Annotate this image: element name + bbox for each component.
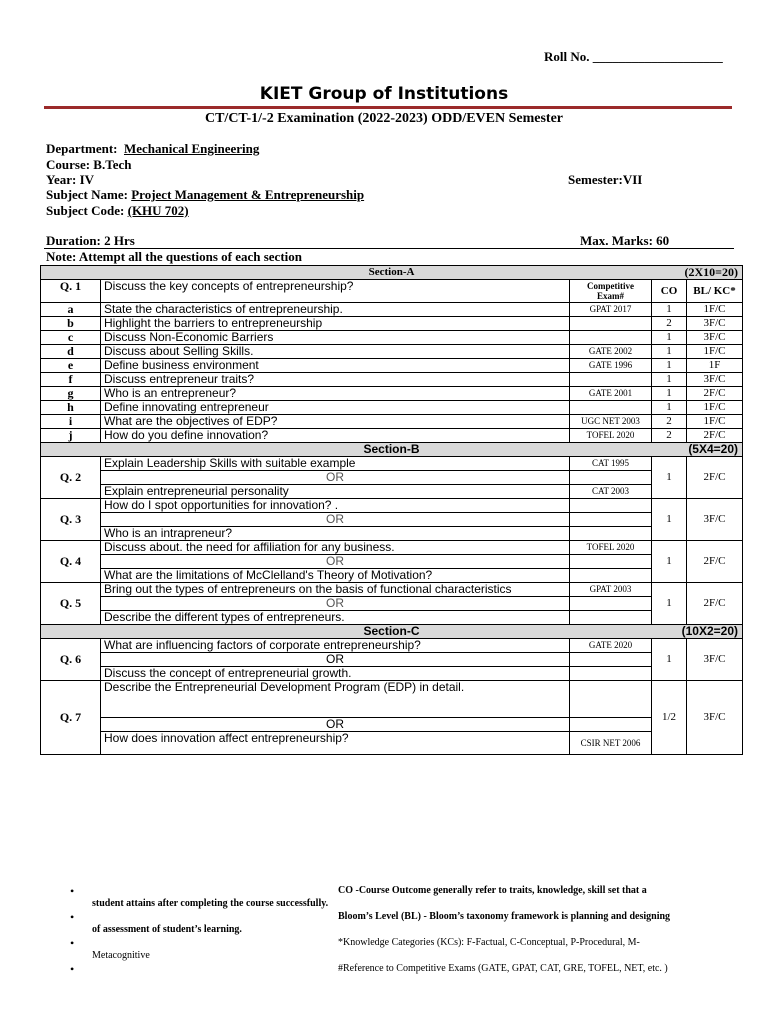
course-outcome: 2 bbox=[652, 429, 687, 443]
question-number: Q. 6 bbox=[41, 639, 101, 681]
question-table bbox=[40, 265, 743, 755]
duration: Duration: 2 Hrs bbox=[46, 233, 135, 248]
course-outcome: 1 bbox=[652, 583, 687, 625]
course-outcome: 1 bbox=[652, 331, 687, 345]
course-outcome: 1 bbox=[652, 541, 687, 583]
course-outcome: 1 bbox=[652, 457, 687, 499]
empty-cell bbox=[570, 653, 652, 667]
competitive-exam bbox=[570, 569, 652, 583]
table-row bbox=[41, 732, 743, 755]
table-row bbox=[41, 359, 743, 373]
bullet-icon: • bbox=[70, 962, 75, 976]
question-number: Q. 5 bbox=[41, 583, 101, 625]
table-row bbox=[41, 527, 743, 541]
header-competitive-exam: Competitive Exam# bbox=[570, 280, 652, 303]
header-divider bbox=[44, 106, 732, 109]
subject-code-label: Subject Code: bbox=[46, 203, 125, 218]
question-text: Discuss about Selling Skills. bbox=[101, 345, 570, 359]
section-c-title: Section-C bbox=[363, 624, 420, 638]
section-b-title: Section-B bbox=[363, 442, 420, 456]
table-row bbox=[41, 415, 743, 429]
bullet-icon: • bbox=[70, 910, 75, 924]
blooms-level: 3F/C bbox=[687, 317, 743, 331]
question-text: Discuss about. the need for affiliation for any business. bbox=[101, 541, 570, 555]
question-text: Discuss the concept of entrepreneurial growth. bbox=[101, 667, 570, 681]
question-text: Define innovating entrepreneur bbox=[101, 401, 570, 415]
section-b-marks: (5X4=20) bbox=[688, 442, 739, 456]
item-label: j bbox=[41, 429, 101, 443]
empty-cell bbox=[570, 681, 652, 718]
or-separator: OR bbox=[101, 597, 570, 611]
question-text: Discuss Non-Economic Barriers bbox=[101, 331, 570, 345]
subject-label: Subject Name: bbox=[46, 187, 128, 202]
institution-title: KIET Group of Institutions bbox=[259, 84, 509, 104]
section-b-header bbox=[41, 443, 743, 457]
bullet-icon: • bbox=[70, 884, 75, 898]
table-row bbox=[41, 611, 743, 625]
footnote-reference: #Reference to Competitive Exams (GATE, GPAT, CAT, GRE, TOFEL, NET, etc. ) bbox=[338, 963, 668, 974]
competitive-exam: GATE 2001 bbox=[570, 387, 652, 401]
competitive-exam bbox=[570, 317, 652, 331]
competitive-exam bbox=[570, 499, 652, 513]
competitive-exam: UGC NET 2003 bbox=[570, 415, 652, 429]
blooms-level: 1F/C bbox=[687, 415, 743, 429]
section-a-title: Section-A bbox=[368, 266, 415, 278]
competitive-exam: CSIR NET 2006 bbox=[570, 732, 652, 755]
blooms-level: 2F/C bbox=[687, 583, 743, 625]
footnote-bl-line1: Bloom’s Level (BL) - Bloom’s taxonomy framework is planning and designing bbox=[338, 911, 671, 922]
competitive-exam: TOFEL 2020 bbox=[570, 429, 652, 443]
question-text: How does innovation affect entrepreneurship? bbox=[101, 732, 570, 755]
question-number: Q. 2 bbox=[41, 457, 101, 499]
empty-cell bbox=[570, 555, 652, 569]
question-text: State the characteristics of entrepreneurship. bbox=[101, 303, 570, 317]
question-text: Explain entrepreneurial personality bbox=[101, 485, 570, 499]
course-outcome: 1 bbox=[652, 499, 687, 541]
subject-value: Project Management & Entrepreneurship bbox=[131, 187, 365, 202]
question-text: Highlight the barriers to entrepreneurship bbox=[101, 317, 570, 331]
table-row bbox=[41, 499, 743, 513]
or-separator: OR bbox=[101, 471, 570, 485]
footnote-co-line1: CO -Course Outcome generally refer to traits, knowledge, skill set that a bbox=[338, 885, 647, 896]
section-c-marks: (10X2=20) bbox=[681, 624, 739, 638]
question-text: How do you define innovation? bbox=[101, 429, 570, 443]
question-number: Q. 4 bbox=[41, 541, 101, 583]
question-text: Describe the different types of entrepreneurs. bbox=[101, 611, 570, 625]
question-text: Discuss the key concepts of entrepreneurship? bbox=[101, 280, 570, 303]
footnote-bl-line2: of assessment of student’s learning. bbox=[92, 924, 242, 935]
table-row bbox=[41, 718, 743, 732]
subject-name bbox=[46, 187, 364, 203]
question-text: How do I spot opportunities for innovation? . bbox=[101, 499, 570, 513]
year: Year: IV bbox=[46, 172, 95, 187]
course-outcome: 2 bbox=[652, 415, 687, 429]
footnote-kc-text: *Knowledge Categories (KCs): F-Factual, C-Conceptual, P-Procedural, M- bbox=[338, 937, 640, 948]
table-row bbox=[41, 541, 743, 555]
blooms-level: 3F/C bbox=[687, 373, 743, 387]
course-outcome: 1 bbox=[652, 359, 687, 373]
table-row bbox=[41, 485, 743, 499]
table-row bbox=[41, 317, 743, 331]
footnote-co-line2: student attains after completing the course successfully. bbox=[92, 898, 329, 909]
department-value: Mechanical Engineering bbox=[123, 141, 260, 156]
table-row bbox=[41, 457, 743, 471]
or-separator: OR bbox=[101, 555, 570, 569]
max-marks: Max. Marks: 60 bbox=[580, 233, 670, 248]
competitive-exam: CAT 2003 bbox=[570, 485, 652, 499]
table-row bbox=[41, 639, 743, 653]
competitive-exam: TOFEL 2020 bbox=[570, 541, 652, 555]
item-label: d bbox=[41, 345, 101, 359]
table-row bbox=[41, 569, 743, 583]
course: Course: B.Tech bbox=[46, 157, 132, 172]
course-outcome: 1 bbox=[652, 373, 687, 387]
semester: Semester:VII bbox=[568, 172, 643, 187]
empty-cell bbox=[570, 667, 652, 681]
item-label: c bbox=[41, 331, 101, 345]
empty-cell bbox=[570, 471, 652, 485]
question-text: Who is an entrepreneur? bbox=[101, 387, 570, 401]
table-row bbox=[41, 681, 743, 718]
blooms-level: 1F/C bbox=[687, 303, 743, 317]
footnote-kc-line1 bbox=[338, 937, 640, 948]
blooms-level: 3F/C bbox=[687, 499, 743, 541]
course-outcome: 1 bbox=[652, 387, 687, 401]
table-row bbox=[41, 331, 743, 345]
question-text: Define business environment bbox=[101, 359, 570, 373]
blooms-level: 2F/C bbox=[687, 387, 743, 401]
course-outcome: 1 bbox=[652, 639, 687, 681]
table-row bbox=[41, 471, 743, 485]
section-c-header bbox=[41, 625, 743, 639]
item-label: f bbox=[41, 373, 101, 387]
blooms-level: 3F/C bbox=[687, 331, 743, 345]
question-text: What are the objectives of EDP? bbox=[101, 415, 570, 429]
bullet-icon: • bbox=[70, 936, 75, 950]
exam-title: CT/CT-1/-2 Examination (2022-2023) ODD/EVEN Semester bbox=[204, 111, 564, 126]
course-outcome: 1 bbox=[652, 345, 687, 359]
question-text: Describe the Entrepreneurial Development Program (EDP) in detail. bbox=[101, 681, 570, 718]
header-bl-kc: BL/ KC* bbox=[687, 280, 743, 303]
department bbox=[46, 141, 259, 157]
q1-row bbox=[41, 280, 743, 303]
item-label: i bbox=[41, 415, 101, 429]
blooms-level: 1F bbox=[687, 359, 743, 373]
table-row bbox=[41, 667, 743, 681]
competitive-exam: GPAT 2003 bbox=[570, 583, 652, 597]
course-outcome: 1 bbox=[652, 303, 687, 317]
blooms-level: 2F/C bbox=[687, 541, 743, 583]
question-text: What are the limitations of McClelland's Theory of Motivation? bbox=[101, 569, 570, 583]
instructions-note: Note: Attempt all the questions of each section bbox=[46, 249, 302, 264]
header-co: CO bbox=[652, 280, 687, 303]
question-text: Bring out the types of entrepreneurs on the basis of functional characteristics bbox=[101, 583, 570, 597]
table-row bbox=[41, 345, 743, 359]
question-text: Discuss entrepreneur traits? bbox=[101, 373, 570, 387]
blooms-level: 1F/C bbox=[687, 345, 743, 359]
blooms-level: 3F/C bbox=[687, 639, 743, 681]
course-outcome: 2 bbox=[652, 317, 687, 331]
competitive-exam: GATE 2002 bbox=[570, 345, 652, 359]
item-label: b bbox=[41, 317, 101, 331]
section-a-header bbox=[41, 266, 743, 280]
table-row bbox=[41, 373, 743, 387]
or-separator: OR bbox=[101, 513, 570, 527]
item-label: g bbox=[41, 387, 101, 401]
table-row bbox=[41, 429, 743, 443]
item-label: h bbox=[41, 401, 101, 415]
table-row bbox=[41, 401, 743, 415]
competitive-exam bbox=[570, 401, 652, 415]
competitive-exam bbox=[570, 611, 652, 625]
competitive-exam bbox=[570, 373, 652, 387]
competitive-exam: CAT 1995 bbox=[570, 457, 652, 471]
competitive-exam bbox=[570, 527, 652, 541]
empty-cell bbox=[570, 597, 652, 611]
table-row bbox=[41, 303, 743, 317]
roll-number: Roll No. ____________________ bbox=[544, 49, 723, 64]
subject-code-value: (KHU 702) bbox=[127, 203, 189, 218]
blooms-level: 2F/C bbox=[687, 429, 743, 443]
table-row bbox=[41, 653, 743, 667]
question-text: Who is an intrapreneur? bbox=[101, 527, 570, 541]
empty-cell bbox=[570, 513, 652, 527]
table-row bbox=[41, 583, 743, 597]
question-number: Q. 7 bbox=[41, 681, 101, 755]
empty-cell bbox=[570, 718, 652, 732]
course-outcome: 1/2 bbox=[652, 681, 687, 755]
question-number: Q. 3 bbox=[41, 499, 101, 541]
blooms-level: 2F/C bbox=[687, 457, 743, 499]
item-label: e bbox=[41, 359, 101, 373]
item-label: a bbox=[41, 303, 101, 317]
table-row bbox=[41, 513, 743, 527]
table-row bbox=[41, 387, 743, 401]
course-outcome: 1 bbox=[652, 401, 687, 415]
competitive-exam: GPAT 2017 bbox=[570, 303, 652, 317]
question-text: Explain Leadership Skills with suitable example bbox=[101, 457, 570, 471]
question-text: What are influencing factors of corporate entrepreneurship? bbox=[101, 639, 570, 653]
competitive-exam: GATE 2020 bbox=[570, 639, 652, 653]
subject-code bbox=[46, 203, 189, 219]
table-row bbox=[41, 555, 743, 569]
department-label: Department: bbox=[46, 141, 118, 156]
footnote-kc-line2: Metacognitive bbox=[92, 950, 150, 961]
competitive-exam: GATE 1996 bbox=[570, 359, 652, 373]
or-separator: OR bbox=[101, 653, 570, 667]
blooms-level: 3F/C bbox=[687, 681, 743, 755]
question-number: Q. 1 bbox=[41, 280, 101, 303]
table-row bbox=[41, 597, 743, 611]
blooms-level: 1F/C bbox=[687, 401, 743, 415]
section-a-marks: (2X10=20) bbox=[684, 265, 739, 279]
or-separator: OR bbox=[101, 718, 570, 732]
competitive-exam bbox=[570, 331, 652, 345]
